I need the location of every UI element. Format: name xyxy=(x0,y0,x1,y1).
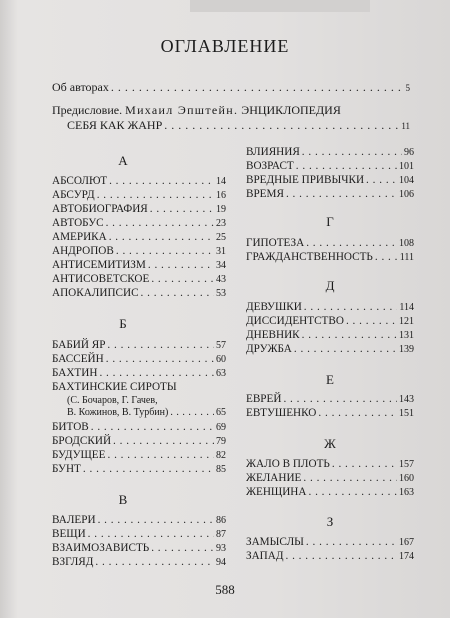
toc-entry xyxy=(246,187,414,202)
entry-title: ВЗГЛЯД xyxy=(52,556,94,568)
entry-title: СЕБЯ КАК ЖАНР xyxy=(67,118,163,132)
entry-page: 69 xyxy=(216,422,226,433)
entry-title: В. Кожинов, В. Турбин) xyxy=(67,407,169,418)
toc-entry xyxy=(246,457,414,472)
toc-entry-bakhtin-orphans-line1: (С. Бочаров, Г. Гачев, xyxy=(67,395,158,406)
entry-page: 96 xyxy=(404,147,414,158)
toc-entry xyxy=(52,188,226,203)
toc-entry-about-authors xyxy=(52,80,410,95)
toc-entry xyxy=(52,541,226,556)
toc-entry xyxy=(52,338,226,353)
entry-page: 85 xyxy=(216,464,226,475)
toc-entry xyxy=(246,485,414,500)
entry-title: АВТОБИОГРАФИЯ xyxy=(52,203,148,215)
toc-entry xyxy=(246,159,414,174)
toc-entry xyxy=(246,342,414,357)
entry-title: ДИССИДЕНТСТВО xyxy=(246,315,344,327)
entry-title: ДРУЖБА xyxy=(246,343,292,355)
toc-entry xyxy=(52,434,226,449)
toc-entry xyxy=(52,202,226,217)
entry-page: 131 xyxy=(399,330,414,341)
entry-title: ВОЗРАСТ xyxy=(246,160,294,172)
entry-title: БУДУЩЕЕ xyxy=(52,449,106,461)
entry-title: ЗАМЫСЛЫ xyxy=(246,536,304,548)
toc-entry xyxy=(52,286,226,301)
entry-page: 23 xyxy=(216,218,226,229)
entry-title: ЖАЛО В ПЛОТЬ xyxy=(246,458,330,470)
toc-entry xyxy=(246,535,414,550)
entry-page: 139 xyxy=(399,344,414,355)
toc-entry xyxy=(246,549,414,564)
entry-title: ДЕВУШКИ xyxy=(246,301,302,313)
entry-page: 5 xyxy=(405,83,410,93)
entry-title: ЖЕЛАНИЕ xyxy=(246,472,302,484)
toc-entry-preface-cont xyxy=(67,118,410,133)
entry-page: 43 xyxy=(216,274,226,285)
leader-dots xyxy=(106,216,214,230)
entry-page: 19 xyxy=(216,204,226,215)
toc-entry xyxy=(52,258,226,273)
entry-page: 82 xyxy=(216,450,226,461)
leader-dots xyxy=(107,338,214,352)
toc-entry-bakhtin-orphans: БАХТИНСКИЕ СИРОТЫ xyxy=(52,381,177,393)
preface-prefix: Предисловие. xyxy=(52,103,126,117)
toc-entry xyxy=(52,527,226,542)
leader-dots xyxy=(151,541,214,555)
entry-title: ВЕЩИ xyxy=(52,528,86,540)
preface-title: ЭНЦИКЛОПЕДИЯ xyxy=(238,103,341,117)
entry-page: 101 xyxy=(399,161,414,172)
toc-entry xyxy=(246,471,414,486)
toc-entry-bakhtin-orphans-line2 xyxy=(67,406,226,420)
entry-page: 14 xyxy=(216,176,226,187)
leader-dots xyxy=(148,258,214,272)
toc-entry xyxy=(246,173,414,188)
toc-entry xyxy=(246,250,414,265)
preface-author: Михаил Эпштейн. xyxy=(125,103,239,117)
leader-dots xyxy=(99,366,214,380)
entry-page: 87 xyxy=(216,529,226,540)
leader-dots xyxy=(91,420,214,434)
entry-title: ДНЕВНИК xyxy=(246,329,300,341)
entry-title: БРОДСКИЙ xyxy=(52,435,112,447)
entry-page: 31 xyxy=(216,246,226,257)
leader-dots xyxy=(116,244,214,258)
entry-title: ЕВТУШЕНКО xyxy=(246,407,317,419)
leader-dots xyxy=(109,230,214,244)
toc-entry xyxy=(52,230,226,245)
leader-dots xyxy=(141,286,214,300)
leader-dots xyxy=(283,392,397,406)
toc-entry xyxy=(52,462,226,477)
toc-entry-preface xyxy=(52,103,341,117)
toc-entry xyxy=(52,448,226,463)
leader-dots xyxy=(88,527,214,541)
entry-title: БИТОВ xyxy=(52,421,89,433)
entry-page: 157 xyxy=(399,459,414,470)
toc-entry xyxy=(246,300,414,315)
section-letter-zh: Ж xyxy=(324,436,336,451)
entry-title: БУНТ xyxy=(52,463,81,475)
entry-page: 53 xyxy=(216,288,226,299)
leader-dots xyxy=(150,202,214,216)
entry-page: 25 xyxy=(216,232,226,243)
toc-entry xyxy=(52,174,226,189)
entry-page: 93 xyxy=(216,543,226,554)
entry-page: 108 xyxy=(399,238,414,249)
section-letter-d: Д xyxy=(325,278,335,293)
leader-dots xyxy=(308,485,397,499)
leader-dots xyxy=(304,300,398,314)
entry-page: 104 xyxy=(399,175,414,186)
entry-title: ВЛИЯНИЯ xyxy=(246,146,300,158)
toc-entry xyxy=(246,392,414,407)
toc-entry xyxy=(52,244,226,259)
entry-page: 79 xyxy=(216,436,226,447)
leader-dots xyxy=(95,555,214,569)
section-letter-b: Б xyxy=(119,316,127,331)
page-number: 588 xyxy=(215,582,235,597)
leader-dots xyxy=(107,448,214,462)
entry-title: АНТИСОВЕТСКОЕ xyxy=(52,273,150,285)
leader-dots xyxy=(302,145,402,159)
entry-title: ГРАЖДАНСТВЕННОСТЬ xyxy=(246,251,373,263)
leader-dots xyxy=(106,352,214,366)
leader-dots xyxy=(98,513,214,527)
entry-title: АБСОЛЮТ xyxy=(52,175,108,187)
leader-dots xyxy=(332,457,397,471)
entry-title: Об авторах xyxy=(52,80,109,94)
section-letter-e: Е xyxy=(326,372,334,387)
leader-dots xyxy=(109,174,214,188)
leader-dots xyxy=(346,314,397,328)
entry-page: 106 xyxy=(399,189,414,200)
leader-dots xyxy=(306,236,397,250)
entry-title: БАССЕЙН xyxy=(52,353,104,365)
entry-title: ЕВРЕЙ xyxy=(246,393,282,405)
section-letter-g: Г xyxy=(326,214,334,229)
toc-entry xyxy=(246,314,414,329)
entry-title: ЗАПАД xyxy=(246,550,284,562)
entry-page: 143 xyxy=(399,394,414,405)
leader-dots xyxy=(375,250,398,264)
entry-page: 16 xyxy=(216,190,226,201)
toc-entry xyxy=(246,406,414,421)
entry-title: АБСУРД xyxy=(52,189,95,201)
entry-page: 11 xyxy=(401,121,410,131)
toc-entry xyxy=(52,513,226,528)
entry-page: 151 xyxy=(399,408,414,419)
entry-page: 65 xyxy=(216,407,226,418)
toc-entry xyxy=(246,236,414,251)
leader-dots xyxy=(285,549,397,563)
leader-dots xyxy=(170,406,214,420)
leader-dots xyxy=(318,406,397,420)
entry-title: ЖЕНЩИНА xyxy=(246,486,307,498)
entry-page: 114 xyxy=(399,302,414,313)
toc-entry xyxy=(246,328,414,343)
entry-title: ВРЕМЯ xyxy=(246,188,284,200)
page-title: ОГЛАВЛЕНИЕ xyxy=(160,36,290,56)
toc-entry xyxy=(52,272,226,287)
entry-title: БАБИЙ ЯР xyxy=(52,339,106,351)
entry-page: 57 xyxy=(216,340,226,351)
leader-dots xyxy=(303,471,397,485)
entry-title: АМЕРИКА xyxy=(52,231,107,243)
entry-title: БАХТИН xyxy=(52,367,98,379)
leader-dots xyxy=(366,173,397,187)
entry-page: 94 xyxy=(216,557,226,568)
leader-dots xyxy=(286,187,397,201)
entry-page: 86 xyxy=(216,515,226,526)
leader-dots xyxy=(306,535,397,549)
toc-entry xyxy=(246,145,414,160)
entry-page: 160 xyxy=(399,473,414,484)
toc-entry xyxy=(52,555,226,570)
entry-page: 60 xyxy=(216,354,226,365)
entry-title: АНТИСЕМИТИЗМ xyxy=(52,259,146,271)
entry-page: 121 xyxy=(399,316,414,327)
toc-entry xyxy=(52,366,226,381)
entry-page: 34 xyxy=(216,260,226,271)
entry-title: ГИПОТЕЗА xyxy=(246,237,305,249)
leader-dots xyxy=(296,159,397,173)
section-letter-v: В xyxy=(118,492,128,507)
section-letter-a: А xyxy=(118,153,128,168)
entry-page: 163 xyxy=(399,487,414,498)
leader-dots xyxy=(302,328,397,342)
leader-dots xyxy=(111,80,404,94)
section-letter-z: З xyxy=(326,514,334,529)
entry-title: АВТОБУС xyxy=(52,217,104,229)
leader-dots xyxy=(294,342,397,356)
leader-dots xyxy=(164,118,399,132)
bleed-through-shadow xyxy=(190,0,370,12)
entry-title: ВРЕДНЫЕ ПРИВЫЧКИ xyxy=(246,174,365,186)
entry-page: 174 xyxy=(399,551,414,562)
entry-title: ВАЛЕРИ xyxy=(52,514,96,526)
entry-page: 167 xyxy=(399,537,414,548)
leader-dots xyxy=(83,462,214,476)
toc-entry xyxy=(52,420,226,435)
leader-dots xyxy=(97,188,214,202)
leader-dots xyxy=(113,434,214,448)
leader-dots xyxy=(151,272,214,286)
entry-title: АНДРОПОВ xyxy=(52,245,114,257)
toc-entry xyxy=(52,216,226,231)
entry-title: АПОКАЛИПСИС xyxy=(52,287,139,299)
entry-page: 63 xyxy=(216,368,226,379)
entry-page: 111 xyxy=(399,252,414,263)
toc-entry xyxy=(52,352,226,367)
entry-title: ВЗАИМОЗАВИСТЬ xyxy=(52,542,150,554)
